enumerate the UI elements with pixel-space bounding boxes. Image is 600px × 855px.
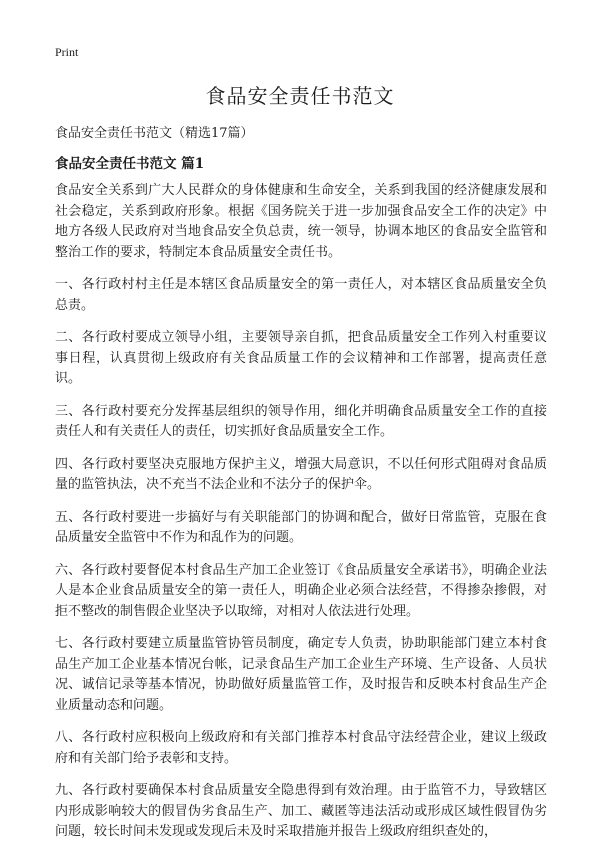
- section-heading: 食品安全责任书范文 篇1: [55, 156, 205, 172]
- document-subtitle: 食品安全责任书范文（精选17篇）: [55, 126, 254, 141]
- document-body: [55, 181, 547, 855]
- paragraph-item-7: 七、各行政村要建立质量监管协管员制度，确定专人负责，协助职能部门建立本村食品生产加工企业基本情况台帐，记录食品生产加工企业生产环境、生产设备、人员状况、诚信记录等基本情况，协助做好质量监管工作，及时报告和反映本村食品生产企业质量动态和问题。: [55, 636, 547, 713]
- paragraph-item-2: 二、各行政村要成立领导小组，主要领导亲自抓，把食品质量安全工作列入村重要议事日程，认真贯彻上级政府有关食品质量工作的会议精神和工作部署，提高责任意识。: [55, 330, 547, 386]
- print-link[interactable]: Print: [55, 45, 79, 59]
- paragraph-item-6: 六、各行政村要督促本村食品生产加工企业签订《食品质量安全承诺书》，明确企业法人是本企业食品质量安全的第一责任人，明确企业必须合法经营，不得掺杂掺假，对拒不整改的制售假企业坚决予以取缔，对相对人依法进行处理。: [55, 562, 547, 619]
- paragraph-intro: 食品安全关系到广大人民群众的身体健康和生命安全，关系到我国的经济健康发展和社会稳定，关系到政府形象。根据《国务院关于进一步加强食品安全工作的决定》中地方各级人民政府对当地食品安全负总责，统一领导，协调本地区的食品安全监管和整治工作的要求，特制定本食品质量安全责任书。: [55, 183, 547, 260]
- paragraph-item-9: 九、各行政村要确保本村食品质量安全隐患得到有效治理。由于监管不力，导致辖区内形成影响较大的假冒伪劣食品生产、加工、藏匿等违法活动或形成区域性假冒伪劣问题，较长时间未发现或发现后未及时采取措施并报告上级政府组织查处的，: [55, 783, 547, 839]
- paragraph-item-3: 三、各行政村要充分发挥基层组织的领导作用，细化并明确食品质量安全工作的直接责任人和有关责任人的责任，切实抓好食品质量安全工作。: [55, 403, 547, 439]
- document-title: 食品安全责任书范文: [205, 84, 395, 108]
- paragraph-item-8: 八、各行政村应积极向上级政府和有关部门推荐本村食品守法经营企业，建议上级政府和有关部门给予表彰和支持。: [55, 730, 547, 766]
- paragraph-item-1: 一、各行政村村主任是本辖区食品质量安全的第一责任人，对本辖区食品质量安全负总责。: [55, 277, 547, 313]
- paragraph-item-4: 四、各行政村要坚决克服地方保护主义，增强大局意识，不以任何形式阻碍对食品质量的监管执法，决不充当不法企业和不法分子的保护伞。: [55, 456, 547, 492]
- paragraph-item-5: 五、各行政村要进一步搞好与有关职能部门的协调和配合，做好日常监管，克服在食品质量安全监管中不作为和乱作为的问题。: [55, 509, 547, 545]
